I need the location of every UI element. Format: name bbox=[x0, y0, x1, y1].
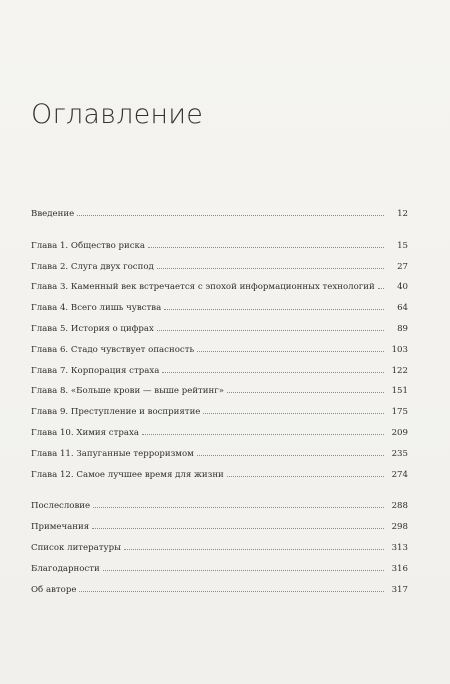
toc-entry-title: Глава 2. Слуга двух господ bbox=[31, 261, 154, 272]
toc-entry bbox=[31, 564, 408, 585]
toc-entry bbox=[31, 209, 408, 230]
toc-entry-page: 235 bbox=[391, 448, 408, 459]
dot-leader bbox=[197, 351, 384, 352]
dot-leader bbox=[93, 507, 384, 508]
page-title: Оглавление bbox=[31, 99, 204, 130]
toc-entry-title: Глава 3. Каменный век встречается с эпохой информационных технологий bbox=[31, 282, 375, 293]
toc-back-matter-section bbox=[31, 501, 408, 605]
toc-entry-title: Об авторе bbox=[31, 584, 77, 595]
toc-entry-page: 122 bbox=[391, 365, 408, 376]
section-gap bbox=[31, 490, 408, 501]
toc-entry-page: 313 bbox=[391, 542, 408, 553]
toc-entry-page: 12 bbox=[397, 209, 408, 219]
dot-leader bbox=[203, 413, 384, 414]
toc-entry bbox=[31, 543, 408, 564]
toc-entry-title: Примечания bbox=[31, 522, 90, 533]
toc-entry bbox=[31, 241, 408, 262]
toc-entry-title: Список литературы bbox=[31, 542, 121, 553]
dot-leader bbox=[124, 549, 384, 550]
dot-leader bbox=[77, 215, 384, 216]
dot-leader bbox=[79, 591, 384, 592]
toc-main-section bbox=[31, 209, 408, 490]
toc-entry bbox=[31, 470, 408, 491]
toc-entry-title: Глава 1. Общество риска bbox=[31, 240, 146, 251]
dot-leader bbox=[157, 330, 384, 331]
toc-entry-page: 15 bbox=[397, 240, 408, 251]
toc-entry-page: 103 bbox=[391, 344, 408, 355]
dot-leader bbox=[157, 268, 384, 269]
toc-entry-page: 64 bbox=[397, 303, 408, 314]
toc-entry-title: Послесловие bbox=[31, 501, 91, 512]
dot-leader bbox=[148, 247, 384, 248]
toc-entry bbox=[31, 386, 408, 407]
toc-entry bbox=[31, 282, 408, 303]
toc-entry bbox=[31, 428, 408, 449]
toc-entry bbox=[31, 324, 408, 345]
toc-entry-title: Благодарности bbox=[31, 563, 100, 574]
toc-entry-page: 288 bbox=[391, 501, 408, 512]
toc-entry-page: 27 bbox=[397, 261, 408, 272]
toc-entry-title: Глава 7. Корпорация страха bbox=[31, 365, 160, 376]
toc-entry bbox=[31, 407, 408, 428]
toc-entry-page: 89 bbox=[397, 323, 408, 334]
dot-leader bbox=[197, 455, 384, 456]
toc-entry-page: 40 bbox=[397, 282, 408, 293]
toc-entry-title: Глава 10. Химия страха bbox=[31, 427, 139, 438]
toc-entry-title: Глава 11. Запуганные терроризмом bbox=[31, 448, 194, 459]
toc-entry bbox=[31, 501, 408, 522]
toc-entry bbox=[31, 522, 408, 543]
toc-entry-page: 274 bbox=[391, 469, 408, 480]
toc-entry-title: Глава 4. Всего лишь чувства bbox=[31, 303, 162, 314]
toc-entry bbox=[31, 345, 408, 366]
toc-entry-page: 151 bbox=[391, 386, 408, 397]
dot-leader bbox=[227, 392, 384, 393]
toc-entry-page: 317 bbox=[391, 584, 408, 595]
toc-entry bbox=[31, 585, 408, 606]
toc-entry-title: Глава 9. Преступление и восприятие bbox=[31, 407, 201, 418]
toc-entry-page: 209 bbox=[391, 427, 408, 438]
dot-leader bbox=[92, 528, 384, 529]
section-gap bbox=[31, 230, 408, 241]
toc-entry bbox=[31, 366, 408, 387]
dot-leader bbox=[142, 434, 384, 435]
toc-entry-title: Глава 12. Самое лучшее время для жизни bbox=[31, 469, 224, 480]
toc-entry-title: Глава 6. Стадо чувствует опасность bbox=[31, 344, 195, 355]
toc-entry-title: Глава 5. История о цифрах bbox=[31, 323, 154, 334]
toc-entry bbox=[31, 303, 408, 324]
dot-leader bbox=[164, 309, 384, 310]
toc-entry-page: 175 bbox=[391, 407, 408, 418]
toc-entry bbox=[31, 449, 408, 470]
toc-entry-page: 298 bbox=[391, 522, 408, 533]
toc-entry bbox=[31, 262, 408, 283]
dot-leader bbox=[162, 372, 384, 373]
dot-leader bbox=[227, 476, 384, 477]
table-of-contents bbox=[31, 209, 408, 605]
dot-leader bbox=[103, 570, 384, 571]
toc-entry-page: 316 bbox=[391, 563, 408, 574]
toc-entry-title: Введение bbox=[31, 209, 75, 219]
toc-entry-title: Глава 8. «Больше крови — выше рейтинг» bbox=[31, 386, 225, 397]
